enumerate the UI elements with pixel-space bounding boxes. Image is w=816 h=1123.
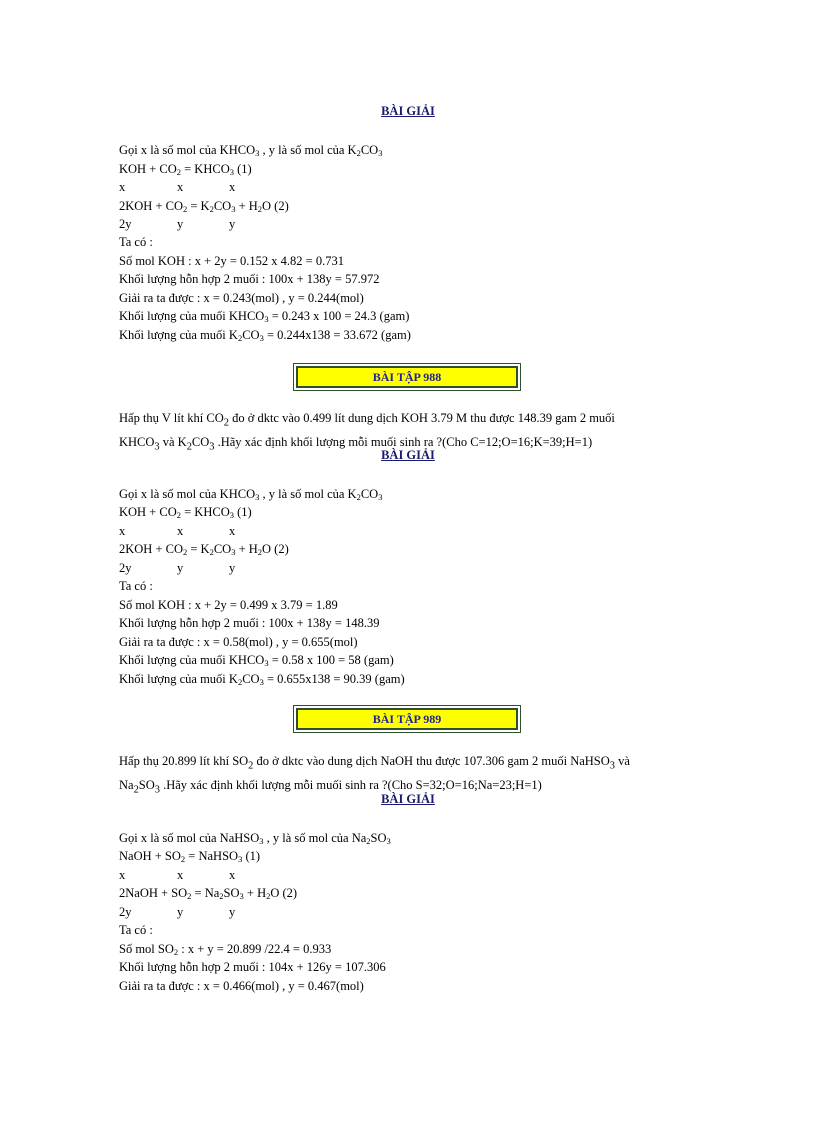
s1-mass-khco3: Khối lượng của muối $KHCO_3 = 0.243$ x 100 = 24.3 (gam): [119, 309, 410, 324]
s1-coef-2: 2y y y: [119, 217, 236, 231]
s2-reaction-1: KOH + $CO_2$ = $KHCO_3$ (1): [119, 505, 252, 520]
s3-mol-so2: Số mol $SO_2$ : x + y = 20.899 /22.4 = 0.933: [119, 942, 332, 957]
s2-reaction-2: $2KOH + CO_2 = K_2CO_3 + H_2O$ (2): [119, 542, 289, 557]
solution-heading-1: BÀI GIẢI: [381, 104, 435, 118]
s3-line-define: Gọi x là số mol của NaHSO$_3$ , y là số mol của $Na_2SO_3$: [119, 831, 391, 846]
s2-solve: Giải ra ta được : x = 0.58(mol) , y = 0.655(mol): [119, 635, 358, 649]
s3-coef-1: x x x: [119, 868, 236, 882]
s1-coef-1: x x x: [119, 180, 236, 194]
exercise-988-banner: BÀI TẬP 988: [296, 366, 518, 388]
s1-mol-koh: Số mol KOH : x + 2y = 0.152 x 4.82 = 0.731: [119, 254, 344, 268]
s1-solve: Giải ra ta được : x = 0.243(mol) , y = 0.244(mol): [119, 291, 364, 305]
s1-line-define: Gọi x là số mol của $KHCO_3$ , y là số mol của $K_2CO_3$: [119, 143, 383, 158]
s1-ta-co: Ta có :: [119, 235, 153, 249]
s3-reaction-1: NaOH + $SO_2$ = NaHSO$_3$ (1): [119, 849, 261, 864]
s3-ta-co: Ta có :: [119, 923, 153, 937]
exercise-989-banner: BÀI TẬP 989: [296, 708, 518, 730]
s2-coef-2: 2y y y: [119, 561, 236, 575]
s3-reaction-2: 2NaOH + $SO_2 = Na_2SO_3 + H_2O$ (2): [119, 886, 298, 901]
exercise-989-text: Hấp thụ 20.899 lít khí $SO_2$ đo ở dktc vào dung dịch NaOH thu được 107.306 gam 2 muối NaHSO$_3$ và $Na_2SO_3$ .Hãy xác định khối lượng mỗi muối sinh ra ?(Cho S=32;O=16;Na=23;H=1): [119, 754, 630, 795]
solution-heading-2: BÀI GIẢI: [381, 448, 435, 462]
solution-heading-3: BÀI GIẢI: [381, 792, 435, 806]
s3-coef-2: 2y y y: [119, 905, 236, 919]
s1-mass-k2co3: Khối lượng của muối $K_2CO_3 = 0.244x138 = 33.672$ (gam): [119, 328, 411, 343]
exercise-988-text: Hấp thụ V lít khí $CO_2$ đo ở dktc vào 0.499 lít dung dịch KOH 3.79 M thu được 148.39 gam 2 muối $KHCO_3$ và $K_2CO_3$ .Hãy xác định khối lượng mỗi muối sinh ra ?(Cho C=12;O=16;K=39;H=1): [119, 411, 615, 452]
s3-solve: Giải ra ta được : x = 0.466(mol) , y = 0.467(mol): [119, 979, 364, 993]
s3-mass-mix: Khối lượng hỗn hợp 2 muối : 104x + 126y = 107.306: [119, 960, 386, 974]
s2-mass-k2co3: Khối lượng của muối $K_2CO_3 = 0.655x138 = 90.39$ (gam): [119, 672, 405, 687]
s1-reaction-2: $2KOH + CO_2 = K_2CO_3 + H_2O$ (2): [119, 199, 289, 214]
s1-reaction-1: KOH + $CO_2$ = $KHCO_3$ (1): [119, 162, 252, 177]
s2-mass-khco3: Khối lượng của muối $KHCO_3 = 0.58$ x 100 = 58 (gam): [119, 653, 394, 668]
s1-mass-mix: Khối lượng hỗn hợp 2 muối : 100x + 138y = 57.972: [119, 272, 380, 286]
s2-coef-1: x x x: [119, 524, 236, 538]
s2-line-define: Gọi x là số mol của $KHCO_3$ , y là số mol của $K_2CO_3$: [119, 487, 383, 502]
s2-mol-koh: Số mol KOH : x + 2y = 0.499 x 3.79 = 1.89: [119, 598, 338, 612]
s2-mass-mix: Khối lượng hỗn hợp 2 muối : 100x + 138y = 148.39: [119, 616, 380, 630]
s2-ta-co: Ta có :: [119, 579, 153, 593]
